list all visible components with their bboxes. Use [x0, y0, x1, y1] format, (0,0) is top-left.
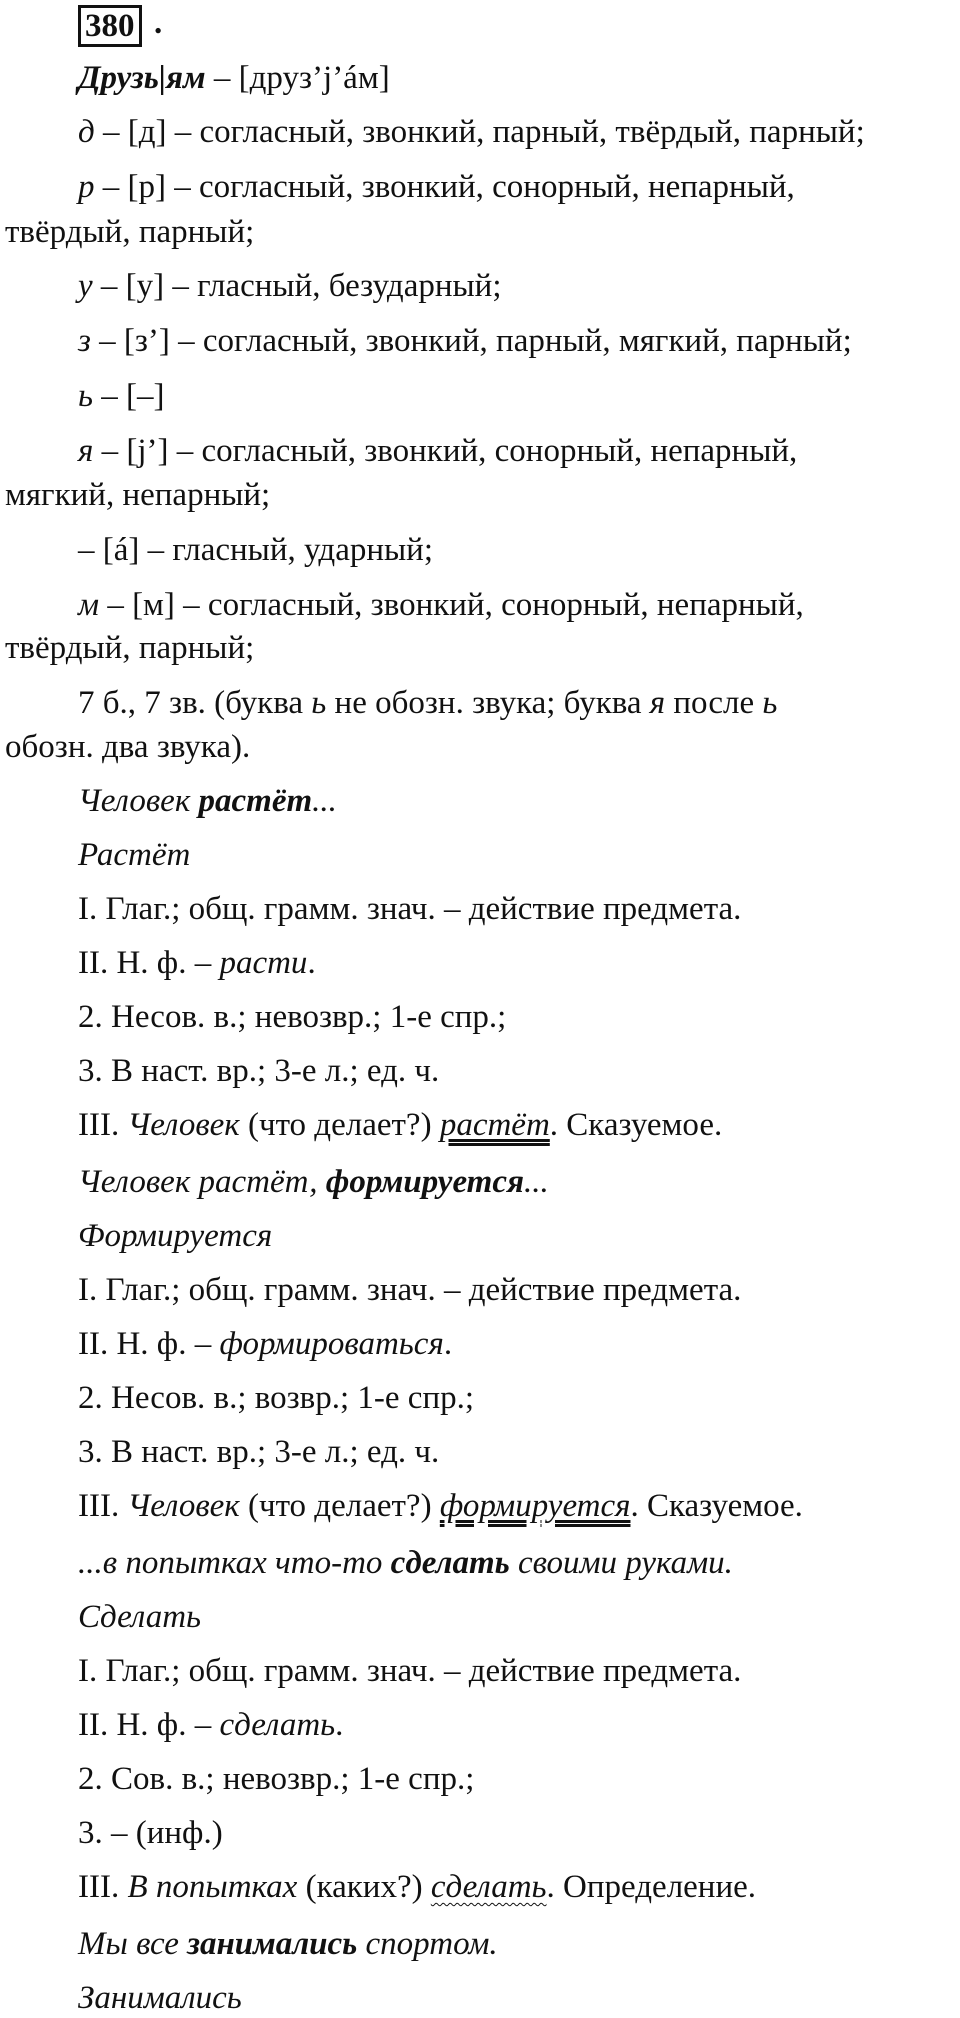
summary-text: 7 б., 7 зв. (буква [78, 685, 312, 721]
phonetic-letter: м [78, 587, 100, 623]
sentence-text: своими руками. [509, 1545, 733, 1581]
phonetic-line-r [78, 167, 795, 207]
sentence-text: Мы все [78, 1926, 188, 1962]
word-heading: Формируется [78, 1218, 273, 1254]
analysis-text: II. Н. ф. – [78, 1326, 220, 1362]
analysis-text: III. [78, 1107, 128, 1143]
analysis-line-2 [78, 1324, 452, 1364]
example-sentence [78, 1924, 498, 1964]
predicate-word: формируется [439, 1488, 631, 1524]
analysis-line-3: 2. Несов. в.; невозвр.; 1-е спр.; [78, 999, 507, 1035]
phonetic-letter: я [78, 433, 94, 469]
analysis-text: II. Н. ф. – [78, 945, 220, 981]
analysis-line-3: 2. Несов. в.; возвр.; 1-е спр.; [78, 1380, 475, 1416]
summary-letter: ь [762, 685, 778, 721]
phonetic-line-z [78, 321, 852, 361]
word-heading: Сделать [78, 1599, 202, 1635]
analysis-line-5 [78, 1867, 756, 1907]
sentence-text: Человек [78, 783, 199, 819]
analysis-text: . [443, 1326, 453, 1362]
analyzed-word: занимались [187, 1926, 358, 1962]
phonetic-text: – [р] – согласный, звонкий, сонорный, непарный, [94, 169, 795, 205]
question-text: (что делает?) [239, 1488, 440, 1524]
analysis-line-5 [78, 1486, 803, 1526]
initial-form: расти [219, 945, 308, 981]
phonetic-line-ya-cont: мягкий, непарный; [5, 477, 271, 513]
phonetic-letter: з [78, 323, 91, 359]
example-sentence [78, 1543, 733, 1583]
summary-text: не обозн. звука; буква [326, 685, 650, 721]
analyzed-word: формируется [325, 1164, 524, 1200]
phonetic-line-u [78, 266, 502, 306]
sentence-text: Человек растёт, [78, 1164, 326, 1200]
exercise-number-dot: . [154, 5, 163, 41]
phonetic-line-r-cont: твёрдый, парный; [5, 214, 255, 250]
analysis-text: . [335, 1707, 344, 1743]
phonetic-text: – [á] – гласный, ударный; [78, 532, 434, 568]
sentence-text: ...в попытках что-то [78, 1545, 391, 1581]
summary-letter: я [649, 685, 666, 721]
example-sentence [78, 1162, 549, 1202]
word-title-line [78, 58, 390, 98]
analysis-line-4: 3. – (инф.) [78, 1815, 223, 1851]
summary-letter: ь [311, 685, 327, 721]
question-text: (каких?) [297, 1869, 431, 1905]
example-sentence [78, 781, 337, 821]
analysis-line-2 [78, 943, 316, 983]
analysis-line-4: 3. В наст. вр.; 3-е л.; ед. ч. [78, 1053, 440, 1089]
sentence-text: спортом. [357, 1926, 498, 1962]
analysis-line-3: 2. Сов. в.; невозвр.; 1-е спр.; [78, 1761, 475, 1797]
analysis-text: . Сказуемое. [549, 1107, 723, 1143]
word-title: Друзь|ям [78, 60, 206, 96]
phonetic-text: – [у] – гласный, безударный; [92, 268, 502, 304]
analysis-text: II. Н. ф. – [78, 1707, 220, 1743]
subject-word: Человек [127, 1107, 240, 1143]
word-heading: Растёт [78, 837, 191, 873]
phonetic-line-m [78, 585, 804, 625]
question-text: (что делает?) [239, 1107, 440, 1143]
analysis-text: III. [78, 1869, 128, 1905]
analysis-text: . Определение. [546, 1869, 757, 1905]
phonetic-letter: р [78, 169, 95, 205]
phonetic-text: – [з’] – согласный, звонкий, парный, мягкий, парный; [90, 323, 852, 359]
phonetic-letter: у [78, 268, 93, 304]
phonetic-line-d [78, 112, 865, 152]
summary-line [78, 683, 777, 723]
phonetic-line-m-cont: твёрдый, парный; [5, 630, 255, 666]
exercise-number: 380 [78, 5, 142, 47]
analyzed-word: сделать [390, 1545, 510, 1581]
initial-form: сделать [219, 1707, 336, 1743]
analysis-line-1: I. Глаг.; общ. грамм. знач. – действие предмета. [78, 1653, 742, 1689]
phonetic-letter: ь [78, 378, 94, 414]
summary-text: после [665, 685, 763, 721]
attribute-word: сделать [430, 1869, 547, 1905]
summary-line-cont: обозн. два звука). [5, 729, 251, 765]
phonetic-line-ya [78, 431, 797, 471]
phonetic-text: – [–] [93, 378, 165, 414]
initial-form: формироваться [219, 1326, 444, 1362]
analyzed-word: растёт [198, 783, 313, 819]
analysis-text: . [307, 945, 316, 981]
phonetic-text: – [j’] – согласный, звонкий, сонорный, непарный, [93, 433, 798, 469]
phonetic-line-soft-sign [78, 376, 165, 416]
analysis-line-4: 3. В наст. вр.; 3-е л.; ед. ч. [78, 1434, 440, 1470]
transcription: – [друз’j’áм] [213, 60, 390, 96]
analysis-text: III. [78, 1488, 128, 1524]
phonetic-text: – [м] – согласный, звонкий, сонорный, непарный, [99, 587, 804, 623]
phonetic-letter: д [78, 114, 95, 150]
phonetic-line-a [78, 530, 433, 570]
analysis-line-2 [78, 1705, 343, 1745]
analysis-text: . Сказуемое. [630, 1488, 803, 1524]
phonetic-text: – [д] – согласный, звонкий, парный, твёрдый, парный; [94, 114, 865, 150]
subject-word: Человек [127, 1488, 240, 1524]
predicate-word: растёт [439, 1107, 550, 1143]
analysis-line-5 [78, 1105, 722, 1145]
analysis-line-1: I. Глаг.; общ. грамм. знач. – действие предмета. [78, 891, 742, 927]
word-heading: Занимались [78, 1980, 242, 2016]
analysis-line-1: I. Глаг.; общ. грамм. знач. – действие предмета. [78, 1272, 742, 1308]
sentence-text: ... [523, 1164, 549, 1200]
sentence-text: ... [312, 783, 337, 819]
subject-word: В попытках [127, 1869, 298, 1905]
